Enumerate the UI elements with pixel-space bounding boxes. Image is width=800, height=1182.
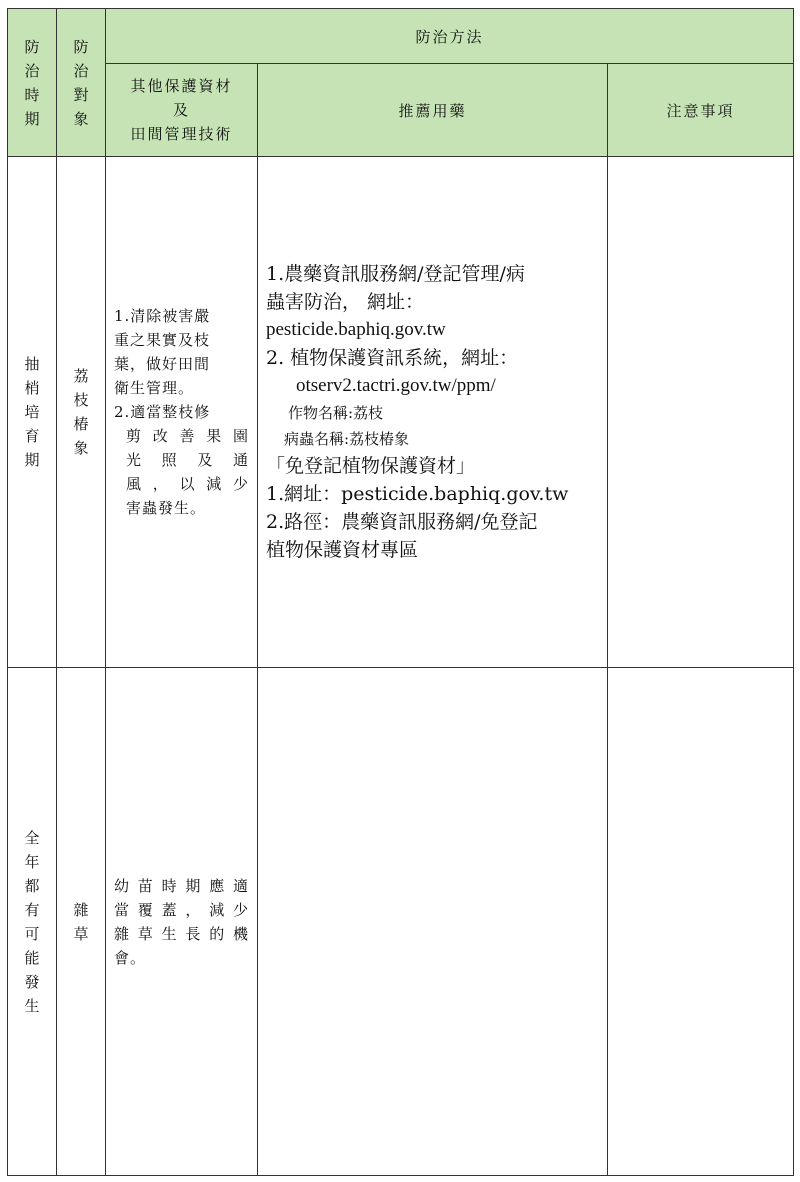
header-notes: 注意事項: [608, 64, 794, 157]
pest-control-table: [7, 8, 794, 1176]
table-row: [8, 157, 794, 668]
period-char: 梢: [24, 379, 40, 397]
rec-url: 1.網址：pesticide.baphiq.gov.tw: [266, 483, 569, 505]
row1-notes: [608, 157, 794, 668]
period-char: 有: [24, 900, 40, 919]
mgmt-line: 葉，做好田間: [114, 355, 211, 373]
rec-url: pesticide.baphiq.gov.tw: [266, 319, 446, 340]
period-char: 培: [24, 403, 40, 421]
period-char: 能: [24, 948, 40, 967]
target-char: 荔: [73, 367, 89, 385]
target-char: 象: [73, 439, 89, 457]
header-char: 時: [24, 85, 40, 104]
rec-pest-name: 病蟲名稱:荔枝椿象: [284, 430, 410, 448]
header-control-period: [8, 9, 57, 157]
rec-line: 1.農藥資訊服務網/登記管理/病: [266, 263, 525, 285]
row2-notes: [608, 668, 794, 1176]
target-char: 枝: [73, 391, 89, 409]
period-char: 生: [24, 996, 40, 1015]
row1-recommended: [258, 157, 608, 668]
target-char: 雜: [73, 900, 89, 919]
row1-target: [57, 157, 106, 668]
mgmt-line: 當覆蓋，減少: [114, 900, 249, 919]
mgmt-line: 1.清除被害嚴: [114, 307, 211, 325]
header-char: 對: [73, 85, 89, 104]
mgmt-line: 光照及通: [126, 451, 249, 469]
header-line: 及: [172, 101, 190, 119]
mgmt-line: 幼苗時期應適: [114, 876, 249, 895]
mgmt-line: 剪改善果園: [126, 427, 249, 445]
header-control-method: 防治方法: [106, 9, 794, 64]
row2-period: [8, 668, 57, 1176]
row2-recommended: [258, 668, 608, 1176]
mgmt-line: 衛生管理。: [114, 379, 195, 397]
row1-period: [8, 157, 57, 668]
header-recommended-pesticides: 推薦用藥: [258, 64, 608, 157]
rec-line: 「免登記植物保護資材」: [266, 455, 476, 477]
target-char: 椿: [73, 415, 89, 433]
period-char: 期: [24, 451, 40, 469]
row1-management: [106, 157, 258, 668]
row2-management: [106, 668, 258, 1176]
period-char: 抽: [24, 355, 40, 373]
period-char: 都: [24, 876, 40, 895]
header-char: 期: [24, 109, 40, 128]
rec-line: 植物保護資材專區: [266, 539, 419, 561]
period-char: 年: [24, 852, 40, 871]
header-char: 治: [24, 61, 40, 80]
period-char: 全: [24, 828, 40, 847]
rec-line: 蟲害防治， 網址：: [266, 291, 425, 313]
header-line: 其他保護資材: [130, 77, 233, 95]
mgmt-line: 害蟲發生。: [126, 499, 207, 517]
rec-url: otserv2.tactri.gov.tw/ppm/: [296, 375, 496, 396]
table-row: [8, 668, 794, 1176]
target-char: 草: [73, 924, 89, 943]
mgmt-line: 風，以減少: [126, 475, 249, 493]
header-char: 治: [73, 61, 89, 80]
rec-line: 2. 植物保護資訊系統，網址：: [266, 347, 519, 369]
header-control-target: [57, 9, 106, 157]
header-char: 防: [73, 37, 89, 56]
period-char: 可: [24, 924, 40, 943]
row2-target: [57, 668, 106, 1176]
period-char: 育: [24, 427, 40, 445]
header-line: 田間管理技術: [130, 125, 233, 143]
rec-crop-name: 作物名稱:荔枝: [288, 404, 384, 422]
rec-line: 2.路徑：農藥資訊服務網/免登記: [266, 511, 538, 533]
mgmt-line: 會。: [114, 948, 147, 967]
header-char: 防: [24, 37, 40, 56]
period-char: 發: [24, 972, 40, 991]
header-char: 象: [73, 109, 89, 128]
mgmt-line: 2.適當整枝修: [114, 403, 211, 421]
mgmt-line: 雜草生長的機: [114, 924, 249, 943]
header-management-techniques: [106, 64, 258, 157]
mgmt-line: 重之果實及枝: [114, 331, 211, 349]
